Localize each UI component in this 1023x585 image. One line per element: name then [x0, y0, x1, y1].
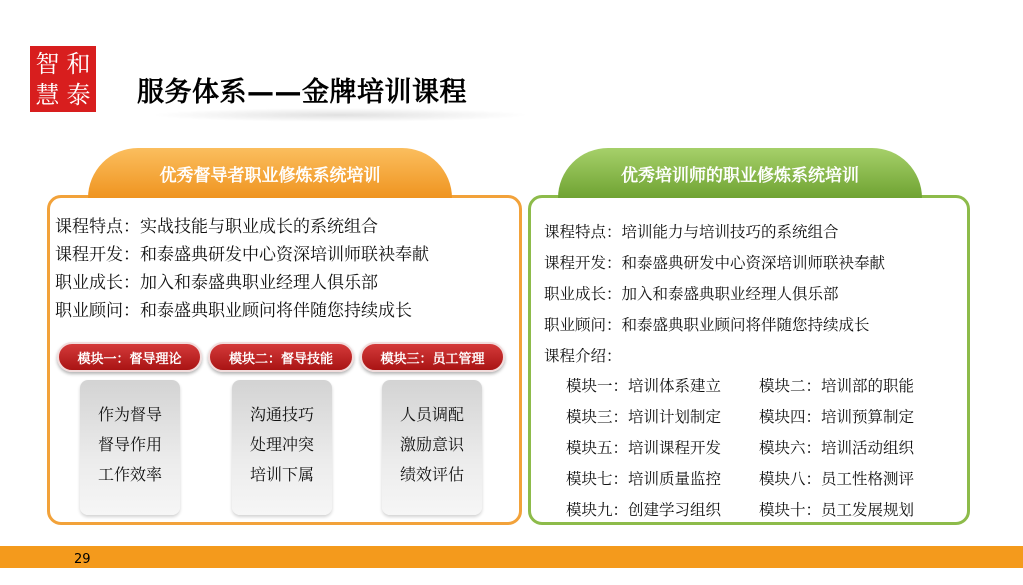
right-detail-line: 课程介绍：: [544, 347, 622, 365]
right-panel-tab: 优秀培训师的职业修炼系统培训: [558, 148, 922, 198]
left-panel-tab: 优秀督导者职业修炼系统培训: [88, 148, 452, 198]
logo-char: 和: [66, 49, 91, 78]
module-item: 绩效评估: [399, 465, 464, 484]
module-card-3: [382, 380, 482, 515]
module-item: 沟通技巧: [249, 405, 314, 424]
right-detail-line: 职业成长：加入和泰盛典职业经理人俱乐部: [544, 285, 839, 303]
module-item: 人员调配: [399, 405, 464, 424]
module-item: 督导作用: [97, 435, 162, 454]
module-row: [566, 433, 914, 464]
module-item: 激励意识: [399, 435, 464, 454]
module-entry: 模块八：员工性格测评: [759, 470, 915, 488]
module-item: 处理冲突: [249, 435, 314, 454]
module-card-1: [80, 380, 180, 515]
left-detail-line: 课程特点：实战技能与职业成长的系统组合: [55, 217, 378, 237]
module-entry: 模块二：培训部的职能: [759, 377, 915, 395]
module-row: [566, 464, 914, 495]
logo-char: 智: [35, 49, 60, 78]
module-entry: 模块六：培训活动组织: [759, 439, 915, 457]
right-course-details: [544, 217, 885, 372]
module-row: [566, 402, 914, 433]
company-logo: [30, 46, 96, 112]
module-entry: 模块四：培训预算制定: [759, 408, 915, 426]
module-pill-1: 模块一：督导理论: [57, 342, 202, 372]
logo-char: 慧: [35, 80, 60, 109]
title-shadow: [150, 108, 530, 122]
module-entry: 模块五：培训课程开发: [566, 439, 722, 457]
module-item: 作为督导: [97, 405, 162, 424]
module-row: [566, 495, 914, 526]
left-detail-line: 课程开发：和泰盛典研发中心资深培训师联袂奉献: [55, 245, 429, 265]
left-detail-line: 职业成长：加入和泰盛典职业经理人俱乐部: [55, 273, 378, 293]
page-title: 服务体系——金牌培训课程: [137, 77, 467, 108]
module-entry: 模块七：培训质量监控: [566, 470, 722, 488]
footer-bar: [0, 546, 1023, 568]
module-entry: 模块三：培训计划制定: [566, 408, 722, 426]
right-detail-line: 课程开发：和泰盛典研发中心资深培训师联袂奉献: [544, 254, 886, 272]
module-row: [566, 371, 914, 402]
module-entry: 模块九：创建学习组织: [566, 501, 722, 519]
logo-char: 泰: [66, 80, 91, 109]
right-detail-line: 课程特点：培训能力与培训技巧的系统组合: [544, 223, 839, 241]
module-item: 工作效率: [97, 465, 162, 484]
module-pill-3: 模块三：员工管理: [360, 342, 505, 372]
module-entry: 模块一：培训体系建立: [566, 377, 722, 395]
module-item: 培训下属: [249, 465, 314, 484]
module-entry: 模块十：员工发展规划: [759, 501, 915, 519]
left-detail-line: 职业顾问：和泰盛典职业顾问将伴随您持续成长: [55, 301, 412, 321]
right-module-list: [566, 371, 914, 526]
module-card-2: [232, 380, 332, 515]
left-course-details: [55, 213, 429, 325]
right-detail-line: 职业顾问：和泰盛典职业顾问将伴随您持续成长: [544, 316, 870, 334]
page-number: 29: [74, 552, 91, 567]
module-pill-2: 模块二：督导技能: [208, 342, 354, 372]
